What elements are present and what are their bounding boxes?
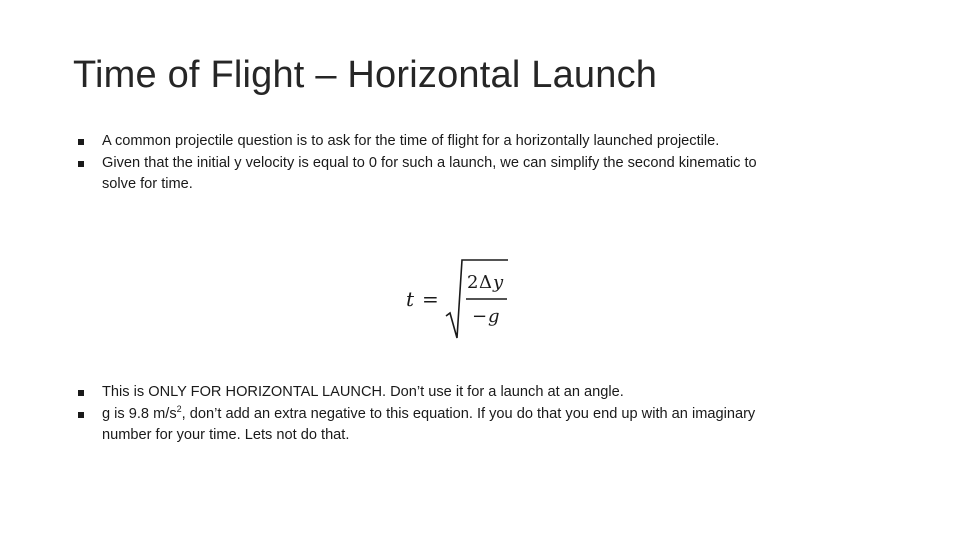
formula-num-delta: Δ (479, 272, 492, 293)
square-bullet-icon (78, 412, 84, 418)
formula-num-var: y (493, 272, 504, 293)
formula-lhs: t (406, 287, 415, 311)
bullet-item (78, 153, 768, 196)
bullet-list-bottom (78, 382, 768, 447)
superscript-exponent: 2 (176, 403, 182, 414)
formula-num-coef: 2 (467, 272, 479, 293)
bullet-text-prefix: g is 9.8 m/s (102, 405, 177, 422)
formula-equals: = (422, 287, 439, 311)
time-of-flight-formula (400, 252, 520, 344)
bullet-text: A common projectile question is to ask for the time of flight for a horizontally launched projectile. (102, 133, 720, 149)
bullet-list-top (78, 131, 768, 196)
square-bullet-icon (78, 161, 84, 167)
formula-den-var: g (488, 306, 500, 327)
square-bullet-icon (78, 390, 84, 396)
slide-title: Time of Flight – Horizontal Launch (73, 54, 658, 96)
bullet-text: This is ONLY FOR HORIZONTAL LAUNCH. Don’t use it for a launch at an angle. (102, 384, 624, 400)
square-bullet-icon (78, 139, 84, 145)
bullet-item (78, 382, 768, 404)
bullet-text: Given that the initial y velocity is equal to 0 for such a launch, we can simplify the second kinematic to solve for time. (102, 154, 757, 192)
bullet-item (78, 131, 768, 153)
bullet-item (78, 404, 768, 447)
formula-den-sign: − (472, 306, 488, 327)
bullet-text-suffix: , don’t add an extra negative to this equation. If you do that you end up with an imaginary number for your time. Lets not do that. (102, 405, 756, 443)
